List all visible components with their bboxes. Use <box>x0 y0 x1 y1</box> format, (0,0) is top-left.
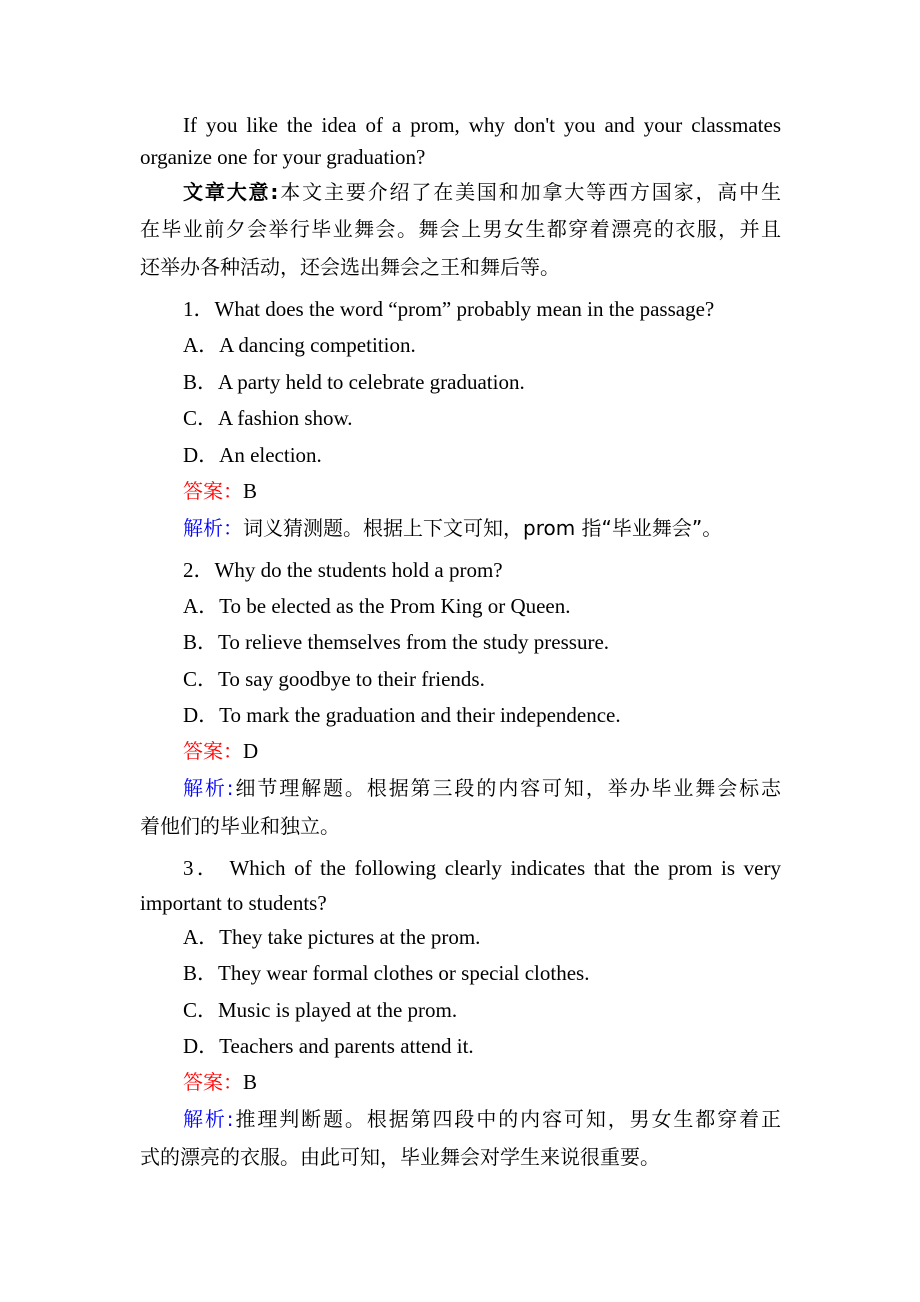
q2-option-c: C．To say goodbye to their friends. <box>183 667 485 691</box>
q2-option-b: B．To relieve themselves from the study pressure. <box>183 630 610 654</box>
summary-line-1 <box>183 178 781 206</box>
q2-option-a: A．To be elected as the Prom King or Queen. <box>183 594 571 618</box>
q2-answer <box>183 737 781 765</box>
q2-stem: 2．Why do the students hold a prom? <box>183 558 503 582</box>
intro-line-1: If you like the idea of a prom, why don't you and your classmates <box>183 113 781 137</box>
q3-analysis-line-2: 式的漂亮的衣服。由此可知，毕业舞会对学生来说很重要。 <box>140 1145 660 1169</box>
q1-answer <box>183 477 781 505</box>
answer-label: 答案： <box>183 479 243 503</box>
analysis-label: 解析： <box>183 516 243 540</box>
q1-analysis <box>183 514 781 542</box>
q3-option-c: C．Music is played at the prom. <box>183 998 458 1022</box>
q3-option-b: B．They wear formal clothes or special clothes. <box>183 961 590 985</box>
q1-option-c: C．A fashion show. <box>183 406 353 430</box>
answer-label: 答案： <box>183 1070 243 1094</box>
q1-stem: 1．What does the word “prom” probably mean in the passage? <box>183 297 715 321</box>
analysis-text: 细节理解题。根据第三段的内容可知，举办毕业舞会标志 <box>233 776 781 800</box>
analysis-label: 解析: <box>183 1107 234 1131</box>
q3-analysis-line-1 <box>183 1105 781 1133</box>
q2-analysis-line-1 <box>183 774 781 802</box>
summary-line-2: 在毕业前夕会举行毕业舞会。舞会上男女生都穿着漂亮的衣服，并且 <box>140 217 781 241</box>
q3-option-d: D．Teachers and parents attend it. <box>183 1034 474 1058</box>
analysis-label: 解析: <box>183 776 234 800</box>
q1-option-d: D．An election. <box>183 443 322 467</box>
analysis-text: 词义猜测题。根据上下文可知，prom 指“毕业舞会”。 <box>243 516 723 540</box>
answer-value: D <box>243 739 259 763</box>
q3-option-a: A．They take pictures at the prom. <box>183 925 481 949</box>
q1-option-b: B．A party held to celebrate graduation. <box>183 370 525 394</box>
q2-analysis-line-2: 着他们的毕业和独立。 <box>140 814 340 838</box>
answer-value: B <box>243 479 258 503</box>
summary-line-3: 还举办各种活动，还会选出舞会之王和舞后等。 <box>140 255 560 279</box>
q3-stem-line-1: 3． Which of the following clearly indicates that the prom is very <box>183 856 781 880</box>
q3-stem-line-2: important to students? <box>140 891 327 915</box>
intro-line-2: organize one for your graduation? <box>140 145 426 169</box>
summary-label: 文章大意: <box>183 180 279 204</box>
analysis-text: 推理判断题。根据第四段中的内容可知，男女生都穿着正 <box>233 1107 781 1131</box>
q2-option-d: D．To mark the graduation and their independence. <box>183 703 621 727</box>
q3-answer <box>183 1068 781 1096</box>
answer-value: B <box>243 1070 258 1094</box>
q1-option-a: A．A dancing competition. <box>183 333 416 357</box>
summary-text: 本文主要介绍了在美国和加拿大等西方国家，高中生 <box>278 180 781 204</box>
answer-label: 答案： <box>183 739 243 763</box>
